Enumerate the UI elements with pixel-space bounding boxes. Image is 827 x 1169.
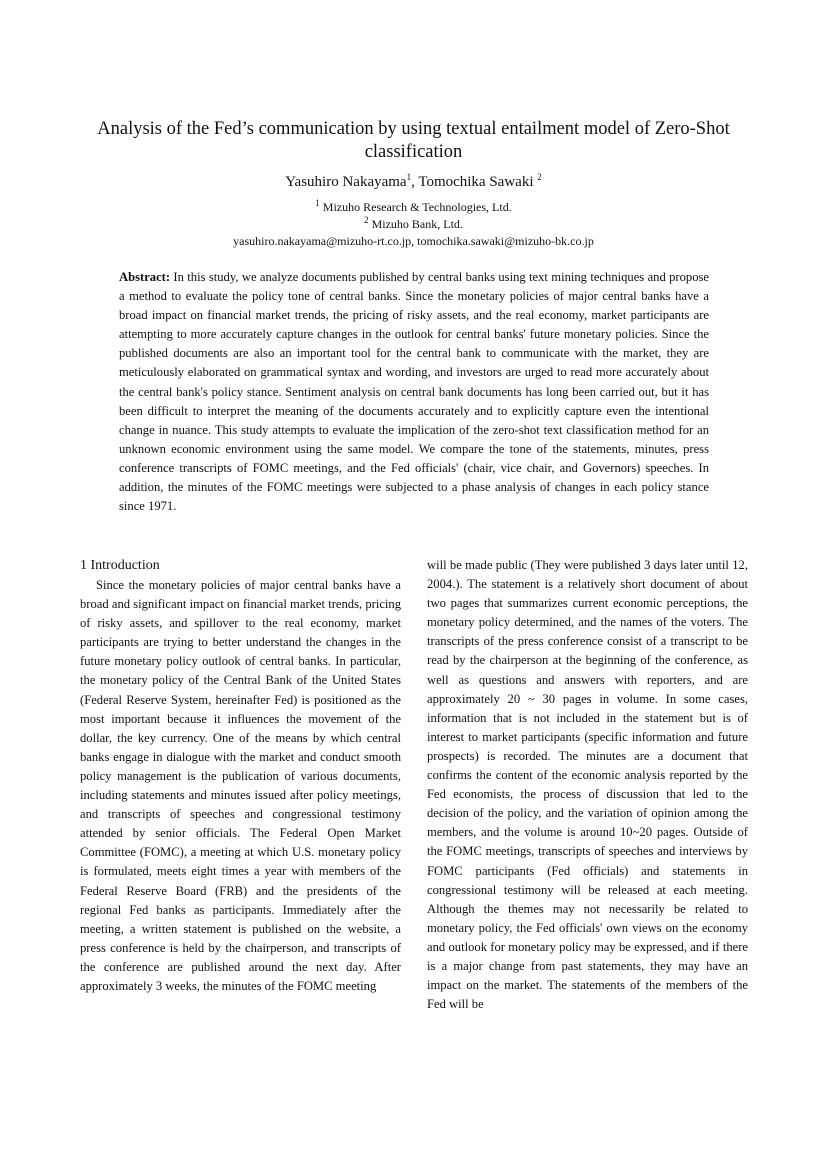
paper-title: Analysis of the Fed’s communication by using textual entailment model of Zero-Shot classification [97,119,730,162]
affiliation-text: Mizuho Bank, Ltd. [368,217,463,231]
author-emails: yasuhiro.nakayama@mizuho-rt.co.jp, tomochika.sawaki@mizuho-bk.co.jp [233,234,594,248]
affiliation-mark: 2 [364,215,369,225]
body-paragraph: Since the monetary policies of major central banks have a broad and significant impact on financial market trends, pricing of risky assets, and spillover to the real economy, market participants are trying to better understand the changes in the future monetary policy outlook of central banks. In particular, the monetary policy of the Central Bank of the United States (Federal Reserve System, hereinafter Fed) is positioned as the most important because it influences the movement of the dollar, the key currency. One of the means by which central banks engage in dialogue with the market and conduct smooth policy management is the publication of various documents, including statements and minutes issued after policy meetings, and transcripts of speeches and congressional testimony attended by senior officials. The Federal Open Market Committee (FOMC), a meeting at which U.S. monetary policy is formulated, meets eight times a year with members of the Federal Reserve Board (FRB) and the presidents of the regional Fed banks as participants. Immediately after the meeting, a written statement is published on the website, a press conference is held by the chairperson, and transcripts of the conference are published around the next day. After approximately 3 weeks, the minutes of the FOMC meeting [80,578,401,993]
abstract [119,268,709,516]
abstract-label: Abstract: [119,270,171,284]
affiliation-1 [0,200,827,215]
author-separator: , [411,174,419,190]
left-column [80,556,401,996]
affiliation-text: Mizuho Research & Technologies, Ltd. [319,200,512,214]
abstract-text: In this study, we analyze documents published by central banks using text mining techniques and propose a method to evaluate the policy tone of central banks. Since the monetary policies of major central banks have a broad impact on financial market trends, the pricing of risky assets, and the real economy, market participants are attempting to more accurately capture changes in the outlook for central banks' future monetary policies. Since the published documents are also an important tool for the central bank to communicate with the market, they are meticulously elaborated on grammatical syntax and wording, and investors are urged to read more accurately about the central bank's policy stance. Sentiment analysis on central bank documents has long been carried out, but it has been difficult to interpret the meaning of the documents accurately and to explicitly capture even the intentional change in nuance. This study attempts to evaluate the implication of the zero-shot text classification method for an unknown economic environment using the same model. We compare the tone of the statements, minutes, press conference transcripts of FOMC meetings, and the Fed officials' (chair, vice chair, and Governors) speeches. In addition, the minutes of the FOMC meetings were subjected to a phase analysis of changes in each policy stance since 1971. [119,270,709,514]
affiliation-mark: 1 [406,172,412,182]
author-name: Yasuhiro Nakayama [285,174,407,190]
section-heading: 1 Introduction [80,558,160,573]
affiliation-2 [0,217,827,232]
right-column [427,556,748,1014]
author-line [0,172,827,192]
affiliation-mark: 1 [315,198,320,208]
body-paragraph: will be made public (They were published 3 days later until 12, 2004.). The statement is a relatively short document of about two pages that summarizes current economic perceptions, the monetary policy determined, and the names of the voters. The transcripts of the press conference consist of a transcript to be read by the chairperson at the beginning of the conference, as well as questions and answers with reporters, and are approximately 20 ~ 30 pages in volume. In some cases, information that is not included in the statement but is of interest to market participants (specific information and future prospects) is recorded. The minutes are a document that confirms the content of the economic analysis reported by the Fed economists, the process of discussion that led to the decision of the policy, and the variation of opinion among the members, and the volume is around 10~20 pages. Outside of the FOMC meetings, transcripts of speeches and interviews by FOMC participants (Fed officials) and statements in congressional testimony will be released at each meeting. Although the themes may not necessarily be related to monetary policy, the Fed officials' own views on the economy and outlook for monetary policy may be expressed, and if there is a major change from past statements, they may have an impact on the market. The statements of the members of the Fed will be [427,558,748,1012]
author-name: Tomochika Sawaki [418,174,538,190]
affiliation-mark: 2 [537,172,542,182]
